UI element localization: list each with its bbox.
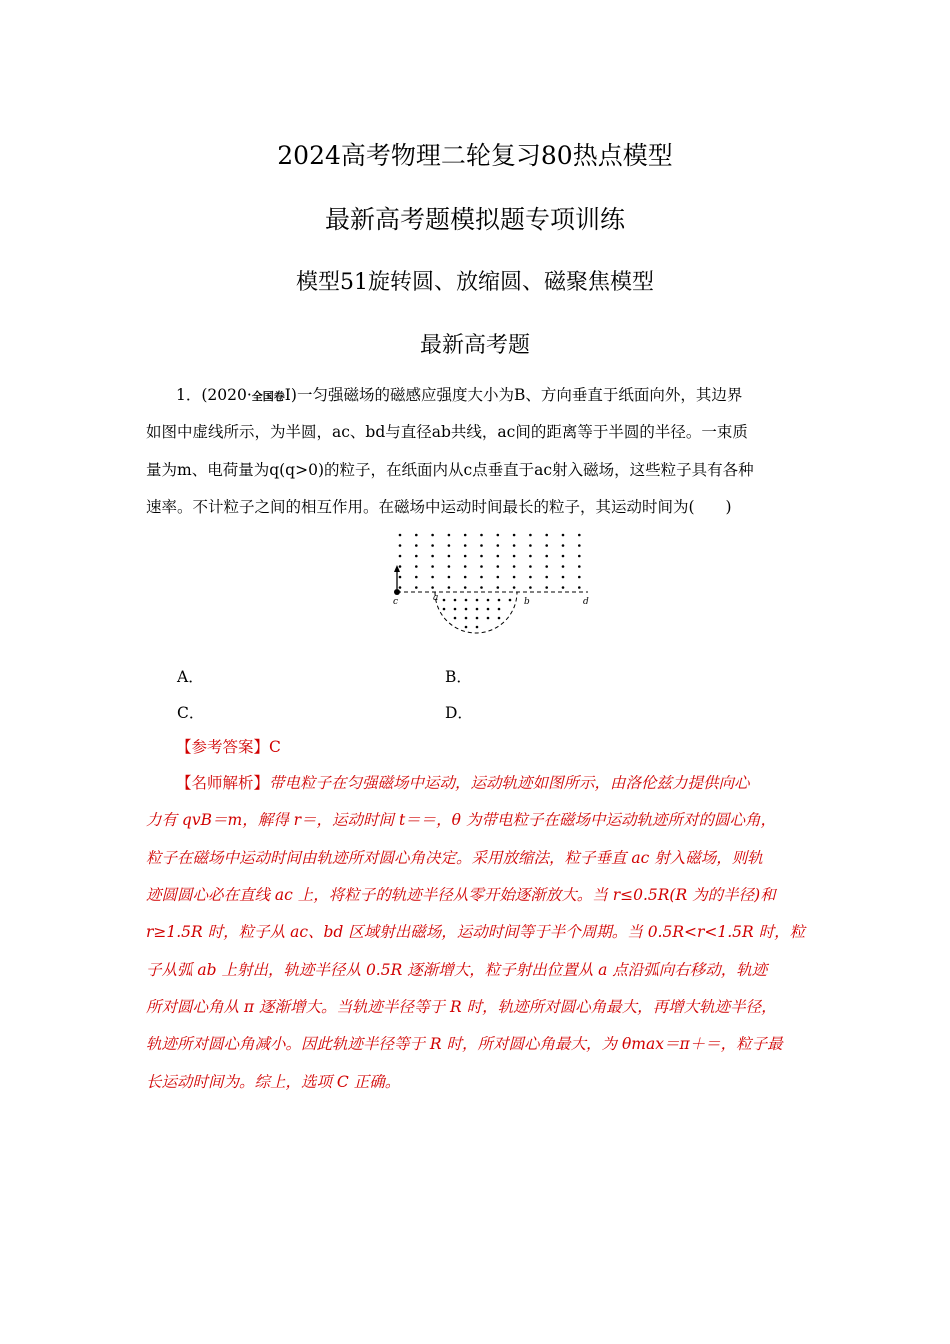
answer-line [176,735,281,757]
field-dot [464,565,467,568]
field-dot [443,608,446,611]
answer-tag: 【参考答案】 [176,738,270,756]
field-dot [399,534,402,537]
field-dot [399,565,402,568]
label-d: d [583,597,589,607]
field-dot [498,599,501,602]
field-dot [562,544,565,547]
field-dot [545,555,548,558]
field-dot [465,599,468,602]
field-dot [454,608,457,611]
field-dot [497,586,500,589]
field-dot [480,544,483,547]
field-dot [513,586,516,589]
analysis-line-2: 力有 qvB＝m，解得 r＝，运动时间 t＝＝，θ 为带电粒子在磁场中运动轨迹所对的圆心角， [146,811,776,829]
question-line-2: 如图中虚线所示，为半圆，ac、bd与直径ab共线，ac间的距离等于半圆的半径。一束质 [146,423,748,441]
point-c [394,589,400,595]
field-dot [431,544,434,547]
field-dot [545,586,548,589]
answer-value: C [269,738,281,756]
question-line-1 [176,383,742,405]
field-dot [399,576,402,579]
magnetic-field-figure [388,528,598,638]
field-dot [497,576,500,579]
analysis-line-8: 轨迹所对圆心角减小。因此轨迹半径等于 R 时，所对圆心角最大，为 θmax＝π＋＝，粒子最 [146,1035,783,1053]
field-dot [476,608,479,611]
question-number: 1． [176,386,202,404]
field-dot [545,544,548,547]
field-dot [480,576,483,579]
field-dot [562,586,565,589]
option-d[interactable]: D． [445,704,473,722]
analysis-line-6: 子从弧 ab 上射出，轨迹半径从 0.5R 逐渐增大，粒子射出位置从 a 点沿弧向右移动，轨迹 [146,961,768,979]
field-dot [498,617,501,620]
question-line-4: 速率。不计粒子之间的相互作用。在磁场中运动时间最长的粒子，其运动时间为( ) [146,498,732,516]
analysis-line-5: r≥1.5R 时，粒子从 ac、bd 区域射出磁场，运动时间等于半个周期。当 0.5R<r<1.5R 时，粒 [146,923,806,941]
field-dot [448,565,451,568]
field-dot [448,586,451,589]
field-dot [513,544,516,547]
analysis-line-3: 粒子在磁场中运动时间由轨迹所对圆心角决定。采用放缩法，粒子垂直 ac 射入磁场，则轨 [146,849,763,867]
field-dot [464,586,467,589]
field-dot [476,599,479,602]
field-dot [578,555,581,558]
field-dot [529,586,532,589]
field-dot [562,576,565,579]
field-dot [578,586,581,589]
analysis-line-4: 迹圆圆心必在直线 ac 上，将粒子的轨迹半径从零开始逐渐放大。当 r≤0.5R(R 为的半径)和 [146,886,776,904]
field-dot [465,626,468,629]
field-dot [431,555,434,558]
question-roman: Ⅰ) [284,386,297,404]
field-dot [454,617,457,620]
field-dot [415,534,418,537]
field-dot [562,555,565,558]
field-dot [498,608,501,611]
field-dot [578,534,581,537]
analysis-line-1 [176,771,750,793]
field-dot [513,534,516,537]
field-dot [513,555,516,558]
field-dot [415,586,418,589]
field-dot [415,544,418,547]
field-dot [464,576,467,579]
field-dot [431,534,434,537]
field-dot [529,576,532,579]
label-b: b [524,597,530,607]
field-dot [415,555,418,558]
model-title: 模型51旋转圆、放缩圆、磁聚焦模型 [296,270,654,295]
field-dot [399,544,402,547]
field-dot [509,599,512,602]
field-dot [497,534,500,537]
question-line-3: 量为m、电荷量为q(q>0)的粒子，在纸面内从c点垂直于ac射入磁场，这些粒子具有各种 [146,461,754,479]
analysis-tag: 【名师解析】 [176,774,270,792]
field-dot [497,555,500,558]
field-dot [431,576,434,579]
field-dot [545,576,548,579]
field-dot [448,576,451,579]
field-dot [578,565,581,568]
question-text-1: 一匀强磁场的磁感应强度大小为B、方向垂直于纸面向外，其边界 [296,386,743,404]
option-c[interactable]: C． [177,704,205,722]
field-dot [465,617,468,620]
field-dot [529,534,532,537]
field-dot [487,608,490,611]
field-dot [497,565,500,568]
field-dot [476,626,479,629]
label-a: a [433,593,439,603]
question-source: 全国卷 [251,390,285,403]
doc-subtitle: 最新高考题模拟题专项训练 [324,205,625,234]
analysis-line-9: 长运动时间为。综上，选项 C 正确。 [146,1073,401,1091]
option-b[interactable]: B． [445,668,472,686]
field-dot [454,599,457,602]
field-dot [415,565,418,568]
field-dot [529,565,532,568]
field-dot [529,555,532,558]
field-dot [562,534,565,537]
field-dot [476,617,479,620]
field-dot [545,565,548,568]
label-c: c [393,597,399,607]
analysis-text-1: 带电粒子在匀强磁场中运动，运动轨迹如图所示，由洛伦兹力提供向心 [269,774,750,792]
field-dot [415,576,418,579]
field-dot [480,565,483,568]
field-dot [578,576,581,579]
field-dot [480,586,483,589]
field-dot [464,555,467,558]
field-dot [545,534,548,537]
field-dot [431,565,434,568]
field-dot [399,586,402,589]
field-dot [431,586,434,589]
field-dot [497,544,500,547]
option-a[interactable]: A． [177,668,204,686]
field-dot [443,599,446,602]
field-dot [487,599,490,602]
analysis-line-7: 所对圆心角从 π 逐渐增大。当轨迹半径等于 R 时，轨迹所对圆心角最大，再增大轨迹半径， [146,998,777,1016]
field-dot [480,555,483,558]
field-dot [464,544,467,547]
field-dot [513,565,516,568]
field-dot [529,544,532,547]
doc-title: 2024高考物理二轮复习80热点模型 [277,141,673,170]
field-dot [562,565,565,568]
field-dot [513,576,516,579]
field-dot [465,608,468,611]
field-dots [399,534,581,629]
field-dot [578,544,581,547]
field-dot [480,534,483,537]
field-dot [448,544,451,547]
field-dot [399,555,402,558]
section-heading: 最新高考题 [419,333,530,358]
field-dot [487,617,490,620]
field-dot [448,555,451,558]
field-dot [448,534,451,537]
field-dot [464,534,467,537]
question-year: (2020· [201,386,252,404]
